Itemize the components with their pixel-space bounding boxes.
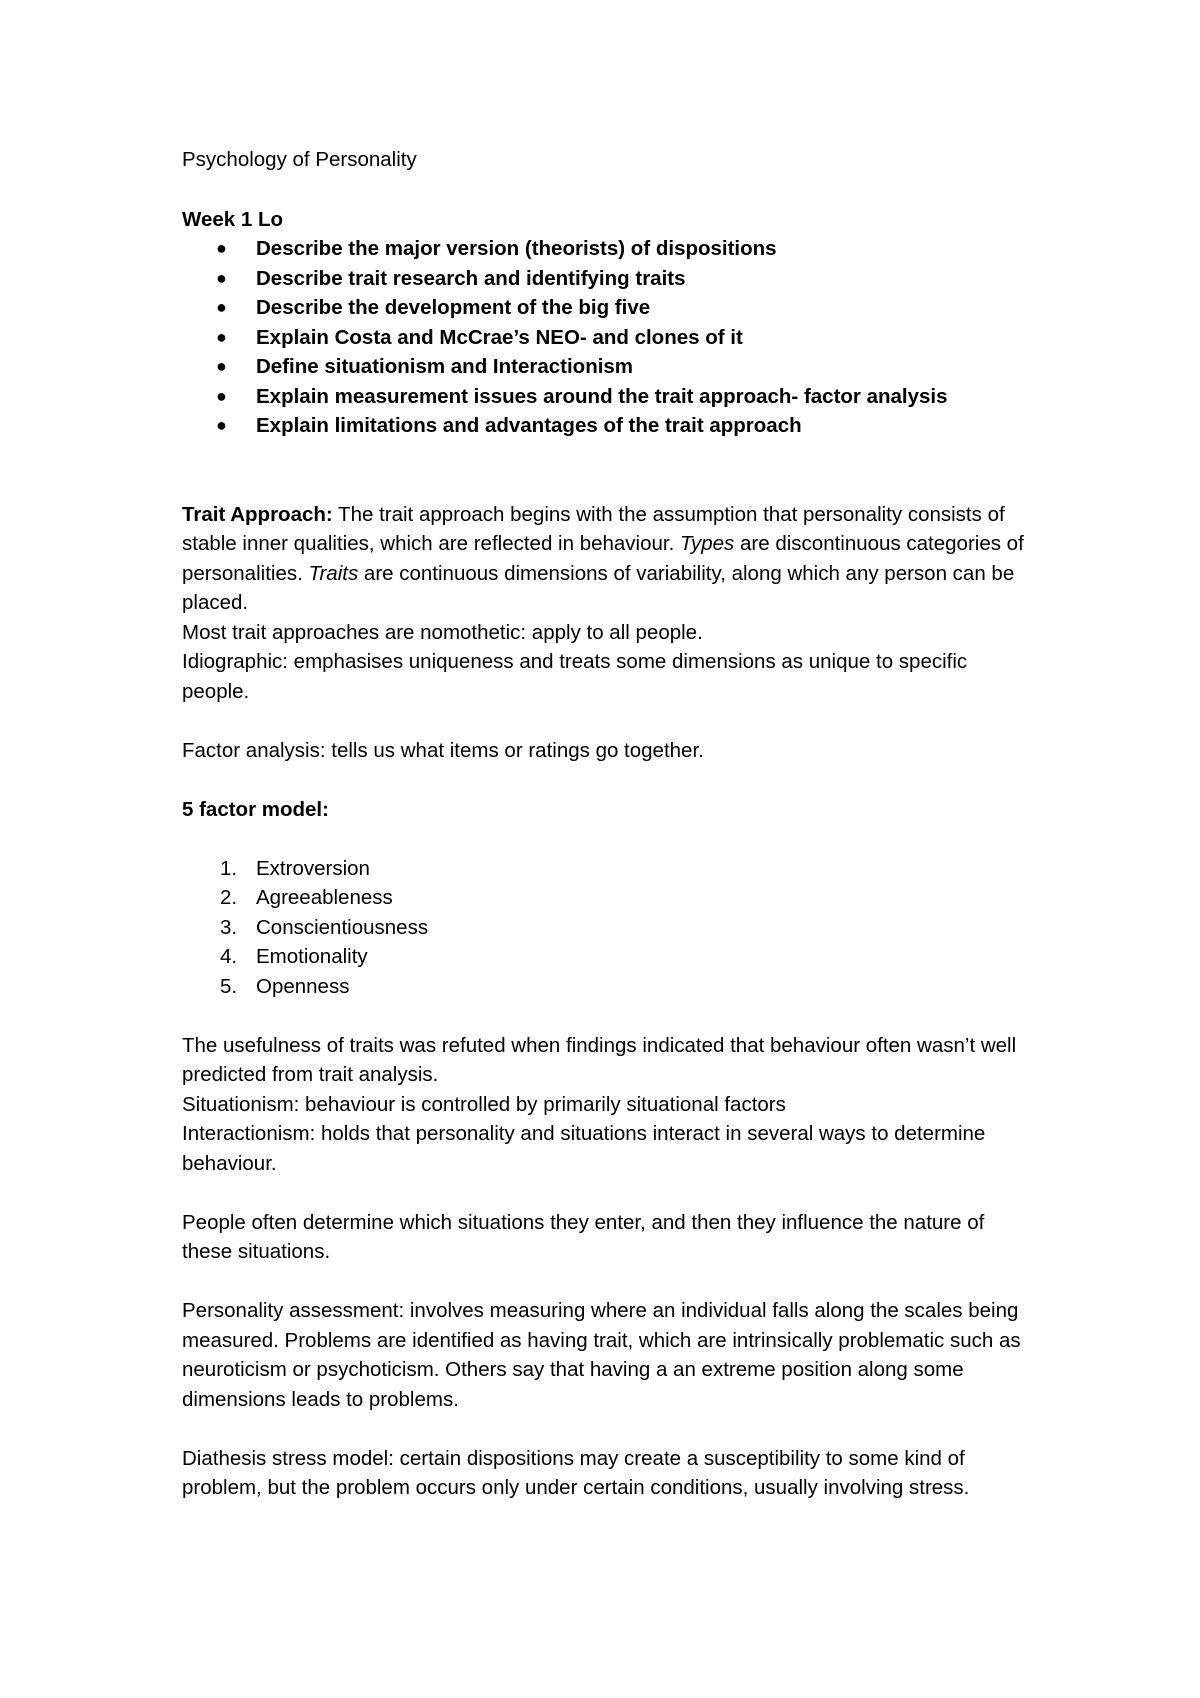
list-item: ● Explain limitations and advantages of the trait approach	[182, 411, 1040, 441]
personality-assessment-paragraph: Personality assessment: involves measuring where an individual falls along the scales being measured. Problems are identified as having trait, which are intrinsically problematic such as neuroticism or psychoticism. Others say that having a an extreme position along some dimensions leads to problems.	[182, 1299, 1021, 1411]
traits-term: Traits	[308, 561, 359, 585]
list-item: 1. Extroversion	[220, 856, 370, 880]
list-item: ● Define situationism and Interactionism	[182, 352, 1040, 382]
bullet-icon: ●	[216, 385, 227, 406]
trait-approach-paragraph: Trait Approach: The trait approach begins with the assumption that personality consists of stable inner qualities, which are reflected in behaviour. Types are discontinuous categories of personalities. Traits are continuous dimensions of variability, along which any person can be placed.	[182, 502, 1024, 614]
list-item: ● Describe the development of the big five	[182, 293, 1040, 323]
idiographic-paragraph: Idiographic: emphasises uniqueness and treats some dimensions as unique to specific people.	[182, 650, 968, 703]
list-item: ● Describe the major version (theorists) of dispositions	[182, 234, 1040, 264]
situationism-paragraph: Situationism: behaviour is controlled by primarily situational factors	[182, 1092, 786, 1116]
list-item: 2. Agreeableness	[220, 886, 393, 909]
bullet-icon: ●	[216, 356, 227, 376]
interactionism-paragraph: Interactionism: holds that personality and situations interact in several ways to determine behaviour.	[182, 1122, 986, 1175]
people-situations-paragraph: People often determine which situations they enter, and then they influence the nature of these situations.	[182, 1210, 985, 1263]
factor-analysis-paragraph: Factor analysis: tells us what items or ratings go together.	[182, 738, 704, 762]
bullet-icon: ●	[216, 238, 227, 258]
learning-outcomes-list	[182, 234, 1040, 441]
list-item: ● Describe trait research and identifying traits	[182, 264, 1040, 294]
bullet-icon: ●	[216, 297, 227, 317]
list-item: 5. Openness	[220, 974, 350, 998]
bullet-icon: ●	[216, 415, 227, 435]
document-title: Psychology of Personality	[182, 148, 417, 171]
types-term: Types	[680, 532, 735, 555]
nomothetic-paragraph: Most trait approaches are nomothetic: apply to all people.	[182, 620, 703, 644]
bullet-icon: ●	[216, 267, 227, 288]
list-item: 3. Conscientiousness	[220, 915, 429, 939]
bullet-icon: ●	[216, 326, 227, 347]
diathesis-stress-paragraph: Diathesis stress model: certain dispositions may create a susceptibility to some kind of problem, but the problem occurs only under certain conditions, usually involving stress.	[182, 1446, 970, 1499]
list-item: ● Explain Costa and McCrae’s NEO- and clones of it	[182, 323, 1040, 353]
learning-outcomes-heading: Week 1 Lo	[182, 207, 284, 231]
usefulness-paragraph: The usefulness of traits was refuted when findings indicated that behaviour often wasn’t well predicted from trait analysis.	[182, 1033, 1017, 1086]
trait-approach-label: Trait Approach:	[182, 502, 333, 526]
list-item: ● Explain measurement issues around the trait approach- factor analysis	[182, 382, 1040, 412]
five-factor-list	[182, 854, 1040, 1002]
list-item: 4. Emotionality	[220, 945, 368, 968]
five-factor-heading: 5 factor model:	[182, 797, 329, 821]
